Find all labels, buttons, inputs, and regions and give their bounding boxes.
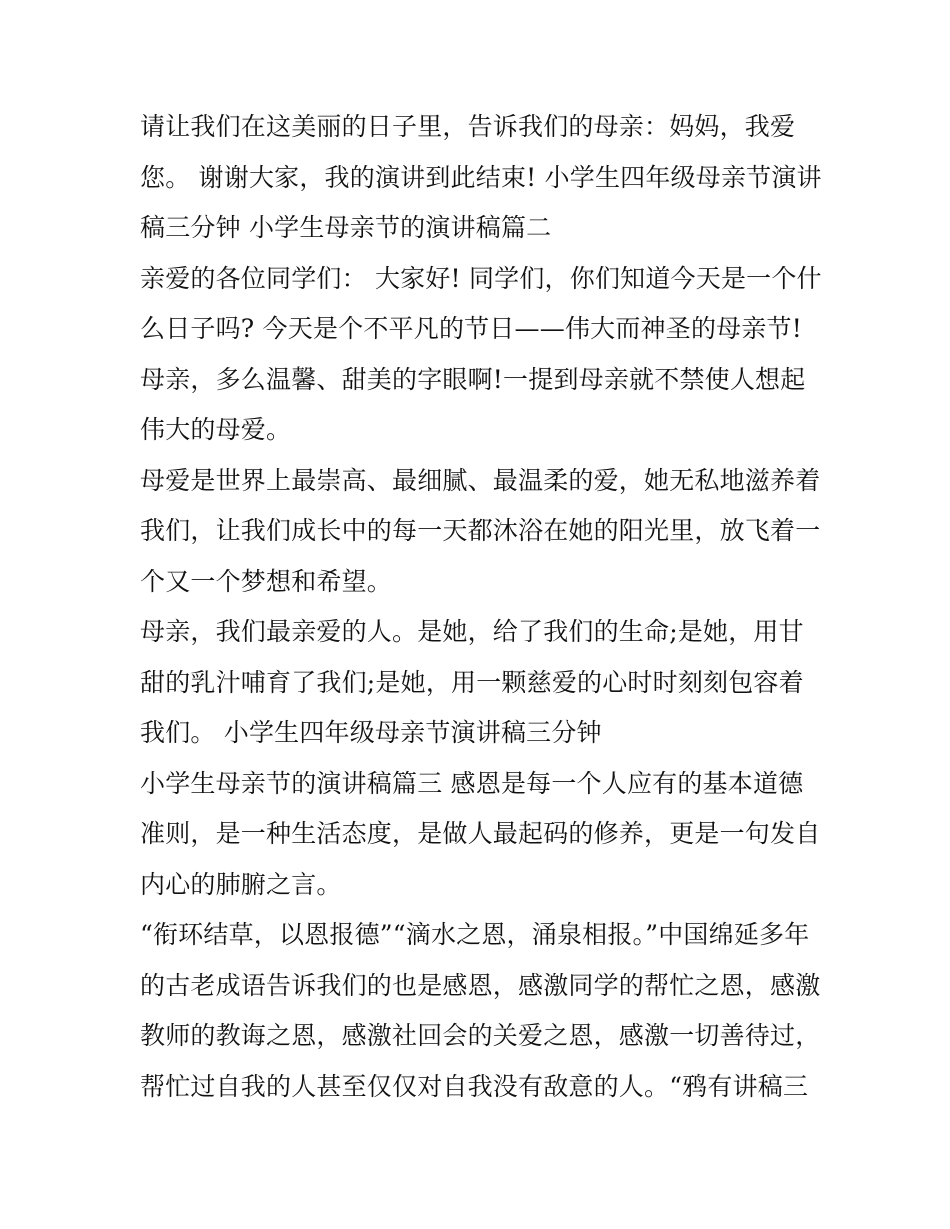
text-line: 内心的肺腑之言。 bbox=[140, 869, 342, 899]
text-line: 稿三分钟 小学生母亲节的演讲稿篇二 bbox=[140, 213, 552, 242]
text-line: 您。 谢谢大家，我的演讲到此结束! 小学生四年级母亲节演讲 bbox=[140, 162, 822, 192]
text-line: 么日子吗? 今天是个不平凡的节日——伟大而神圣的母亲节! bbox=[140, 314, 802, 343]
text-line: 我们。 小学生四年级母亲节演讲稿三分钟 bbox=[140, 718, 602, 747]
text-line: 帮忙过自我的人甚至仅仅对自我没有敌意的人。“鸦有讲稿三 bbox=[140, 1071, 809, 1101]
text-line: 的古老成语告诉我们的也是感恩，感激同学的帮忙之恩，感激 bbox=[140, 970, 821, 1000]
text-line: 准则，是一种生活态度，是做人最起码的修养，更是一句发自 bbox=[140, 819, 821, 848]
text-line: 母爱是世界上最崇高、最细腻、最温柔的爱，她无私地滋养着 bbox=[140, 465, 821, 495]
text-line: 亲爱的各位同学们： 大家好! 同学们，你们知道今天是一个什 bbox=[140, 263, 822, 293]
text-line: 伟大的母爱。 bbox=[140, 415, 292, 444]
text-line: 我们，让我们成长中的每一天都沐浴在她的阳光里，放飞着一 bbox=[140, 516, 821, 545]
text-line: 个又一个梦想和希望。 bbox=[140, 566, 393, 596]
text-line: 母亲，多么温馨、甜美的字眼啊!一提到母亲就不禁使人想起 bbox=[140, 364, 806, 394]
text-line: 母亲，我们最亲爱的人。是她，给了我们的生命;是她，用甘 bbox=[140, 617, 804, 646]
text-line: 请让我们在这美丽的日子里，告诉我们的母亲：妈妈，我爱 bbox=[140, 112, 796, 141]
document-body bbox=[140, 102, 820, 1112]
text-line: “衔环结草，以恩报德”“滴水之恩，涌泉相报。”中国绵延多年 bbox=[140, 920, 810, 949]
text-line: 教师的教诲之恩，感激社回会的关爱之恩，感激一切善待过， bbox=[140, 1021, 821, 1050]
text-line: 甜的乳汁哺育了我们;是她，用一颗慈爱的心时时刻刻包容着 bbox=[140, 667, 804, 697]
text-line: 小学生母亲节的演讲稿篇三 感恩是每一个人应有的基本道德 bbox=[140, 768, 804, 798]
